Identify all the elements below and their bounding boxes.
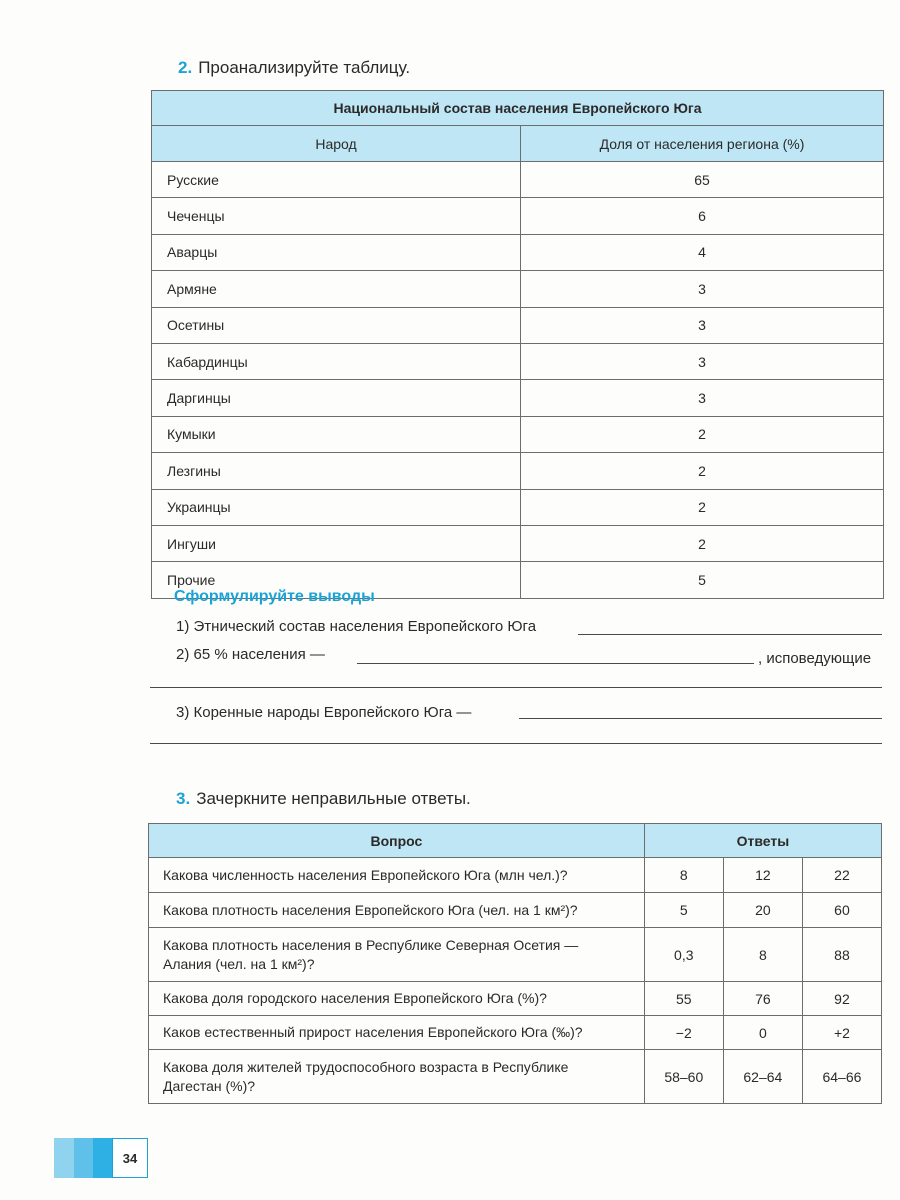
quiz-question: Какова численность населения Европейского Юга (млн чел.)? [149, 858, 645, 893]
quiz-question: Какова доля городского населения Европейского Юга (%)? [149, 982, 645, 1016]
people-name: Аварцы [152, 234, 521, 270]
people-name: Лезгины [152, 453, 521, 489]
quiz-table [148, 823, 882, 1104]
people-share: 2 [521, 453, 884, 489]
people-name: Кумыки [152, 416, 521, 452]
page-number: 34 [112, 1138, 148, 1178]
conclusion-1-label: 1) Этнический состав населения Европейского Юга [176, 618, 537, 635]
conclusion-3-label: 3) Коренные народы Европейского Юга — [176, 704, 472, 721]
table-row [152, 271, 884, 307]
quiz-answer-option[interactable]: 64–66 [802, 1050, 881, 1104]
people-share: 2 [521, 416, 884, 452]
conclusion-2-answer-line-2[interactable] [150, 687, 882, 688]
ethnic-table-body [152, 162, 884, 599]
conclusion-1-answer-line[interactable] [578, 634, 882, 635]
task3-heading [176, 789, 471, 809]
quiz-answer-option[interactable]: 12 [723, 858, 802, 893]
quiz-question: Какова плотность населения Европейского Юга (чел. на 1 км²)? [149, 893, 645, 928]
quiz-answer-option[interactable]: −2 [644, 1016, 723, 1050]
conclusion-2-label: 2) 65 % населения — [176, 646, 325, 663]
table-row [152, 525, 884, 561]
people-name: Осетины [152, 307, 521, 343]
quiz-answer-option[interactable]: 8 [644, 858, 723, 893]
people-share: 5 [521, 562, 884, 598]
quiz-row [149, 893, 882, 928]
quiz-answer-option[interactable]: 0 [723, 1016, 802, 1050]
people-share: 3 [521, 380, 884, 416]
quiz-row [149, 858, 882, 893]
quiz-answer-option[interactable]: 88 [802, 928, 881, 982]
table-row [152, 489, 884, 525]
conclusions-title: Сформулируйте выводы [174, 588, 375, 605]
table-row [152, 234, 884, 270]
quiz-question: Каков естественный прирост населения Европейского Юга (‰)? [149, 1016, 645, 1050]
people-name: Украинцы [152, 489, 521, 525]
people-share: 2 [521, 489, 884, 525]
task2-instruction: Проанализируйте таблицу. [198, 58, 411, 77]
conclusion-2-suffix: , исповедующие [758, 650, 872, 667]
column-header-answers: Ответы [644, 824, 881, 858]
table-row [152, 162, 884, 198]
quiz-answer-option[interactable]: 62–64 [723, 1050, 802, 1104]
quiz-row [149, 928, 882, 982]
quiz-answer-option[interactable]: 8 [723, 928, 802, 982]
people-name: Русские [152, 162, 521, 198]
task2-heading [178, 58, 410, 78]
conclusion-3-answer-line[interactable] [519, 718, 882, 719]
conclusion-2-answer-line[interactable] [357, 663, 754, 664]
quiz-answer-option[interactable]: 76 [723, 982, 802, 1016]
table-row [152, 307, 884, 343]
quiz-answer-option[interactable]: 20 [723, 893, 802, 928]
task3-number: 3. [176, 789, 191, 808]
quiz-answer-option[interactable]: 55 [644, 982, 723, 1016]
table-row [152, 453, 884, 489]
quiz-answer-option[interactable]: 60 [802, 893, 881, 928]
people-share: 3 [521, 343, 884, 379]
table-row [152, 343, 884, 379]
quiz-answer-option[interactable]: 22 [802, 858, 881, 893]
conclusion-3-answer-line-2[interactable] [150, 743, 882, 744]
people-share: 2 [521, 525, 884, 561]
footer-color-bar [54, 1138, 112, 1178]
task3-instruction: Зачеркните неправильные ответы. [196, 789, 471, 808]
quiz-question: Какова доля жителей трудоспособного возраста в Республике Дагестан (%)? [149, 1050, 645, 1104]
people-name: Прочие [152, 562, 521, 598]
table-row [152, 380, 884, 416]
quiz-answer-option[interactable]: 92 [802, 982, 881, 1016]
quiz-answer-option[interactable]: +2 [802, 1016, 881, 1050]
column-header-share: Доля от населения региона (%) [521, 126, 884, 162]
people-share: 6 [521, 198, 884, 234]
people-share: 65 [521, 162, 884, 198]
table-row [152, 198, 884, 234]
quiz-row [149, 982, 882, 1016]
quiz-answer-option[interactable]: 0,3 [644, 928, 723, 982]
people-name: Ингуши [152, 525, 521, 561]
table-caption: Национальный состав населения Европейского Юга [152, 91, 884, 126]
quiz-question: Какова плотность населения в Республике Северная Осетия — Алания (чел. на 1 км²)? [149, 928, 645, 982]
quiz-row [149, 1050, 882, 1104]
ethnic-composition-table [151, 90, 884, 599]
table-row [152, 416, 884, 452]
people-name: Даргинцы [152, 380, 521, 416]
quiz-answer-option[interactable]: 5 [644, 893, 723, 928]
quiz-table-body [149, 858, 882, 1104]
people-name: Чеченцы [152, 198, 521, 234]
people-name: Кабардинцы [152, 343, 521, 379]
column-header-people: Народ [152, 126, 521, 162]
column-header-question: Вопрос [149, 824, 645, 858]
people-share: 4 [521, 234, 884, 270]
people-name: Армяне [152, 271, 521, 307]
quiz-answer-option[interactable]: 58–60 [644, 1050, 723, 1104]
quiz-row [149, 1016, 882, 1050]
people-share: 3 [521, 307, 884, 343]
task2-number: 2. [178, 58, 193, 77]
people-share: 3 [521, 271, 884, 307]
